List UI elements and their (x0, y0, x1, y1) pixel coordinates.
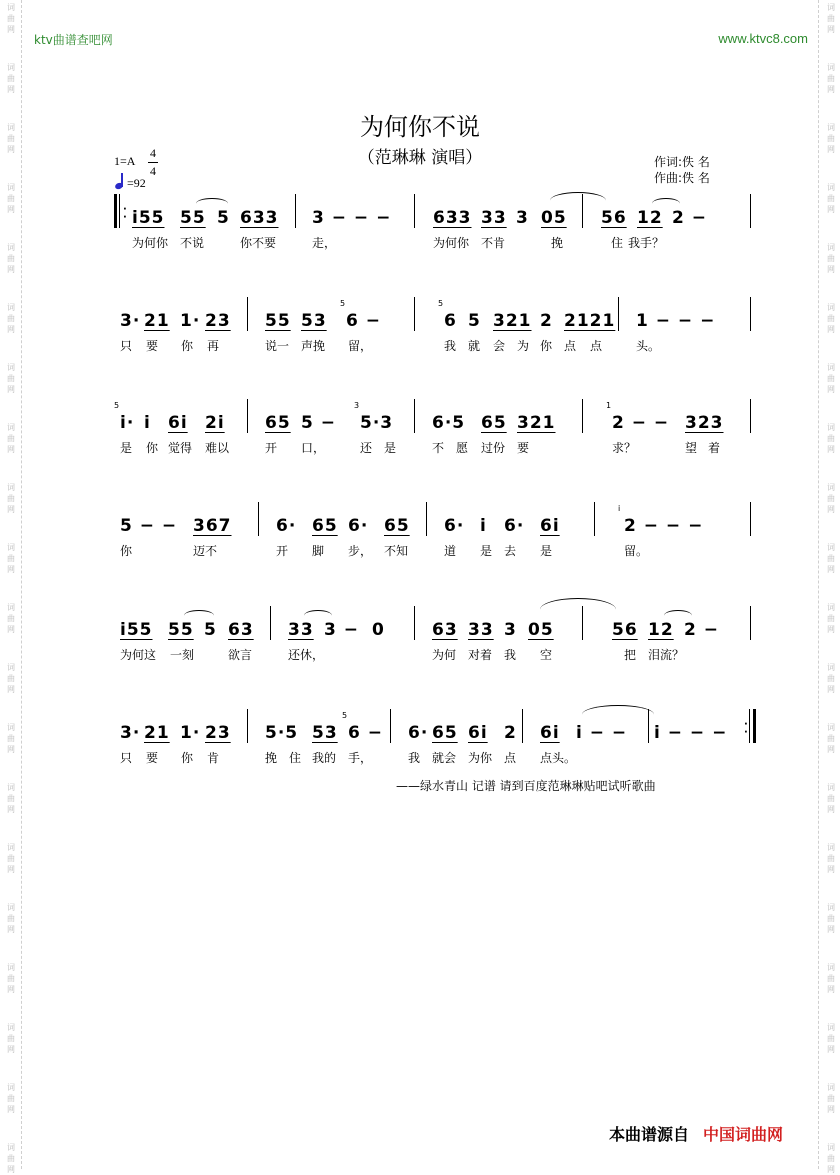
side-watermark-glyph: 网 (7, 145, 15, 154)
side-watermark-glyph: 网 (827, 1045, 835, 1054)
note-group: 6· (408, 723, 429, 743)
note-group: 6 − (348, 723, 383, 743)
side-watermark-glyph: 曲 (7, 494, 15, 503)
lyric: 是 (384, 441, 397, 455)
side-watermark-glyph: 曲 (827, 254, 835, 263)
side-watermark-glyph: 曲 (7, 1154, 15, 1163)
quarter-note-icon (115, 173, 125, 191)
side-watermark-glyph: 词 (827, 243, 835, 252)
side-watermark-glyph: 网 (827, 1165, 835, 1174)
lyric: 为何你 (132, 236, 169, 250)
note-group: 12 (637, 208, 663, 228)
note-group: 1· (180, 311, 201, 331)
note-group: 321 (517, 413, 556, 433)
lyric: 着 (708, 441, 721, 455)
lyric: 过份 (481, 441, 506, 455)
note-group: 5 − − (120, 516, 178, 536)
lyric: 空 (540, 648, 553, 662)
side-watermark-glyph: 词 (827, 783, 835, 792)
note-group: 05 (528, 620, 554, 640)
side-watermark-glyph: 曲 (827, 1094, 835, 1103)
note-group: 3 − (324, 620, 359, 640)
note-group: i55 (120, 620, 153, 640)
lyric: 脚 (312, 544, 325, 558)
lyric: 泪流？ (648, 648, 685, 662)
note-group: 5 (217, 208, 230, 228)
lyric: 不肯 (481, 236, 506, 250)
note-group: i (480, 516, 487, 536)
lyric: 我 (504, 648, 517, 662)
side-watermark-glyph: 词 (7, 963, 15, 972)
note-group: 55 (168, 620, 194, 640)
lyric: 只 (120, 339, 133, 353)
lyric: 你 (181, 751, 194, 765)
note-group: 6 − (346, 311, 381, 331)
note-group: 6i (540, 723, 560, 743)
side-watermark-glyph: 曲 (7, 1094, 15, 1103)
lyric: 我的 (312, 751, 337, 765)
side-watermark-glyph: 曲 (7, 974, 15, 983)
side-watermark-glyph: 网 (7, 1045, 15, 1054)
side-watermark-glyph: 网 (7, 505, 15, 514)
note-group: i· (120, 413, 135, 433)
side-watermark-glyph: 网 (827, 925, 835, 934)
note-group: 6· (348, 516, 369, 536)
side-watermark-glyph: 网 (827, 505, 835, 514)
side-watermark-glyph: 网 (827, 625, 835, 634)
side-watermark-glyph: 网 (827, 985, 835, 994)
side-watermark-glyph: 词 (827, 303, 835, 312)
side-watermark-glyph: 词 (7, 423, 15, 432)
note-group: 2 − − − (624, 516, 704, 536)
meter-bottom: 4 (150, 164, 156, 178)
lyric: 挽 (265, 751, 278, 765)
note-group: 65 (432, 723, 458, 743)
lyric: 望 (685, 441, 698, 455)
side-watermark-glyph: 词 (7, 723, 15, 732)
transcriber-note: ——绿水青山 记谱 请到百度范琳琳贴吧试听歌曲 (396, 779, 656, 793)
side-watermark-glyph: 曲 (7, 794, 15, 803)
note-group: 33 (288, 620, 314, 640)
note-group: 3 (516, 208, 529, 228)
composer-credit: 作曲:佚 名 (654, 171, 710, 185)
side-watermark-glyph: 词 (827, 183, 835, 192)
side-watermark-glyph: 网 (827, 145, 835, 154)
lyric: 难以 (205, 441, 230, 455)
side-watermark-glyph: 曲 (7, 554, 15, 563)
side-watermark-glyph: 词 (7, 183, 15, 192)
note-group: i − − − (654, 723, 728, 743)
note-group: 55 (180, 208, 206, 228)
header-left-site[interactable]: ktv曲谱查吧网 (34, 33, 113, 47)
lyric: 再 (207, 339, 220, 353)
side-watermark-glyph: 词 (827, 123, 835, 132)
side-watermark-glyph: 曲 (7, 134, 15, 143)
side-watermark-glyph: 曲 (7, 614, 15, 623)
note-group: 63 (432, 620, 458, 640)
side-watermark-glyph: 网 (827, 325, 835, 334)
lyric: 挽 (551, 236, 564, 250)
lyric: 迈不 (193, 544, 218, 558)
note-group: 21 (144, 723, 170, 743)
lyric: 不说 (180, 236, 205, 250)
side-watermark-glyph: 曲 (7, 194, 15, 203)
lyric: 开 (265, 441, 278, 455)
note-group: 6· (276, 516, 297, 536)
side-watermark-glyph: 网 (7, 985, 15, 994)
lyric: 只 (120, 751, 133, 765)
note-group: i (144, 413, 151, 433)
side-watermark-glyph: 曲 (827, 1034, 835, 1043)
side-watermark-glyph: 曲 (7, 1034, 15, 1043)
side-watermark-glyph: 网 (827, 385, 835, 394)
note-group: 321 (493, 311, 532, 331)
side-watermark-glyph: 词 (827, 3, 835, 12)
side-watermark-glyph: 网 (7, 205, 15, 214)
side-watermark-glyph: 曲 (7, 74, 15, 83)
side-watermark-glyph: 曲 (827, 794, 835, 803)
side-watermark-glyph: 网 (7, 805, 15, 814)
side-watermark-glyph: 曲 (7, 254, 15, 263)
lyric: 你 (146, 441, 159, 455)
side-watermark-glyph: 词 (7, 1023, 15, 1032)
note-group: 6·5 (432, 413, 466, 433)
side-watermark-glyph: 网 (7, 685, 15, 694)
side-watermark-glyph: 词 (7, 363, 15, 372)
side-watermark-glyph: 曲 (7, 374, 15, 383)
song-title: 为何你不说 (360, 113, 480, 141)
source-footer (609, 1122, 783, 1145)
side-watermark-glyph: 网 (7, 745, 15, 754)
note-group: 2121 (564, 311, 616, 331)
side-watermark-glyph: 网 (827, 805, 835, 814)
lyric: 留， (348, 339, 373, 353)
side-watermark-glyph: 词 (7, 3, 15, 12)
side-watermark-glyph: 词 (827, 1023, 835, 1032)
side-watermark-glyph: 曲 (827, 974, 835, 983)
side-watermark-glyph: 词 (7, 123, 15, 132)
side-watermark-glyph: 词 (7, 843, 15, 852)
side-watermark-glyph: 曲 (7, 734, 15, 743)
lyric: 你不要 (240, 236, 277, 250)
side-watermark-glyph: 曲 (827, 14, 835, 23)
note-group: 2 (540, 311, 553, 331)
note-group: 323 (685, 413, 724, 433)
source-brand-link[interactable]: 中国词曲网 (703, 1125, 784, 1144)
note-group: i − − (576, 723, 628, 743)
note-group: 33 (468, 620, 494, 640)
note-group: 367 (193, 516, 232, 536)
side-watermark-glyph: 词 (827, 723, 835, 732)
side-watermark-glyph: 网 (7, 865, 15, 874)
side-watermark-glyph: 词 (7, 63, 15, 72)
side-watermark-glyph: 网 (827, 685, 835, 694)
note-group: 6i (540, 516, 560, 536)
note-group: 63 (228, 620, 254, 640)
side-watermark-glyph: 词 (827, 843, 835, 852)
side-watermark-glyph: 曲 (7, 674, 15, 683)
note-group: 5 (204, 620, 217, 640)
side-watermark-glyph: 词 (7, 1083, 15, 1092)
lyric: 为何你 (433, 236, 470, 250)
side-watermark-glyph: 曲 (7, 14, 15, 23)
side-watermark-glyph: 词 (7, 483, 15, 492)
lyric: 开 (276, 544, 289, 558)
lyric: 对着 (468, 648, 493, 662)
lyric: 是 (120, 441, 133, 455)
side-watermark-glyph: 网 (827, 205, 835, 214)
side-watermark-glyph: 曲 (827, 614, 835, 623)
side-watermark-glyph: 网 (7, 565, 15, 574)
note-group: 65 (481, 413, 507, 433)
side-watermark-glyph: 词 (7, 1143, 15, 1152)
side-watermark-glyph: 网 (7, 625, 15, 634)
lyric: 欲言 (228, 648, 253, 662)
lyric: 步， (348, 544, 373, 558)
note-group: 23 (205, 723, 231, 743)
side-watermark-glyph: 曲 (827, 674, 835, 683)
side-watermark-glyph: 词 (827, 63, 835, 72)
side-watermark-glyph: 词 (827, 1083, 835, 1092)
side-watermark-glyph: 词 (827, 423, 835, 432)
lyric: 是 (540, 544, 553, 558)
lyric: 去 (504, 544, 517, 558)
side-watermark-glyph: 网 (827, 445, 835, 454)
lyric: 为 (517, 339, 530, 353)
note-group: 6 (444, 311, 457, 331)
song-performer: （范琳琳 演唱） (357, 148, 483, 168)
side-watermark-glyph: 词 (827, 963, 835, 972)
side-watermark-glyph: 曲 (7, 854, 15, 863)
lyric: 声挽 (301, 339, 326, 353)
lyric: 肯 (207, 751, 220, 765)
side-watermark-glyph: 曲 (827, 854, 835, 863)
lyric: 求？ (612, 441, 637, 455)
lyric: 要 (146, 751, 159, 765)
note-group: 21 (144, 311, 170, 331)
lyric: 我 (408, 751, 421, 765)
note-group: 5·3 (360, 413, 394, 433)
lyric: 留。 (624, 544, 649, 558)
lyric: 点头。 (540, 751, 577, 765)
note-group: 33 (481, 208, 507, 228)
note-group: 56 (612, 620, 638, 640)
side-watermark-glyph: 词 (827, 543, 835, 552)
lyric: 你 (181, 339, 194, 353)
side-watermark-glyph: 网 (7, 925, 15, 934)
note-group: 3· (120, 311, 141, 331)
note-group: 3 (504, 620, 517, 640)
side-watermark-glyph: 网 (7, 445, 15, 454)
side-watermark-glyph: 网 (827, 565, 835, 574)
lyric: 点 (590, 339, 603, 353)
lyric: 住 (289, 751, 302, 765)
lyricist-credit: 作词:佚 名 (654, 155, 710, 169)
side-watermark-glyph: 词 (827, 903, 835, 912)
side-watermark-glyph: 网 (7, 265, 15, 274)
side-watermark-glyph: 网 (827, 85, 835, 94)
lyric: 一刻 (170, 648, 195, 662)
side-watermark-glyph: 曲 (827, 74, 835, 83)
lyric: 觉得 (168, 441, 193, 455)
side-watermark-glyph: 词 (827, 363, 835, 372)
side-watermark-glyph: 曲 (827, 374, 835, 383)
side-watermark-glyph: 网 (827, 865, 835, 874)
side-watermark-glyph: 曲 (827, 554, 835, 563)
note-group: 1 − − − (636, 311, 716, 331)
lyric: 为你 (468, 751, 493, 765)
side-watermark-glyph: 词 (7, 903, 15, 912)
lyric: 把 (624, 648, 637, 662)
side-watermark-glyph: 网 (7, 1105, 15, 1114)
lyric: 就 (468, 339, 481, 353)
note-group: 6· (504, 516, 525, 536)
side-watermark-glyph: 词 (827, 603, 835, 612)
note-group: 0 (372, 620, 385, 640)
note-group: 1· (180, 723, 201, 743)
tempo-marking (115, 173, 146, 191)
side-watermark-glyph: 网 (7, 85, 15, 94)
right-watermark-strip (818, 0, 840, 1174)
lyric: 为何 (432, 648, 457, 662)
note-group: 5 (468, 311, 481, 331)
side-watermark-glyph: 词 (7, 243, 15, 252)
lyric: 住 (611, 236, 624, 250)
lyric: 点 (504, 751, 517, 765)
lyric: 我 (444, 339, 457, 353)
side-watermark-glyph: 曲 (827, 1154, 835, 1163)
side-watermark-glyph: 词 (7, 603, 15, 612)
key-signature: 1=A (114, 154, 136, 168)
lyric: 走， (312, 236, 337, 250)
note-group: 53 (301, 311, 327, 331)
note-group: 633 (240, 208, 279, 228)
side-watermark-glyph: 曲 (827, 434, 835, 443)
side-watermark-glyph: 网 (7, 25, 15, 34)
lyric: 还 (360, 441, 373, 455)
side-watermark-glyph: 曲 (827, 134, 835, 143)
side-watermark-glyph: 词 (7, 783, 15, 792)
lyric: 会 (493, 339, 506, 353)
side-watermark-glyph: 网 (7, 1165, 15, 1174)
note-group: 65 (265, 413, 291, 433)
lyric: 说一 (265, 339, 290, 353)
note-group: 5 − (301, 413, 336, 433)
side-watermark-glyph: 词 (827, 1143, 835, 1152)
lyric: 要 (517, 441, 530, 455)
tempo-value: =92 (127, 176, 146, 190)
side-watermark-glyph: 曲 (827, 314, 835, 323)
note-group: 633 (433, 208, 472, 228)
lyric: 为何这 (120, 648, 157, 662)
note-group: 3 − − − (312, 208, 392, 228)
note-group: i55 (132, 208, 165, 228)
source-label: 本曲谱源自 (609, 1125, 690, 1144)
lyric: 点 (564, 339, 577, 353)
side-watermark-glyph: 词 (7, 543, 15, 552)
lyric: 手， (348, 751, 373, 765)
lyric: 你 (540, 339, 553, 353)
side-watermark-glyph: 网 (7, 325, 15, 334)
note-group: 2 (504, 723, 517, 743)
lyric: 你 (120, 544, 133, 558)
side-watermark-glyph: 曲 (827, 734, 835, 743)
lyric: 就会 (432, 751, 457, 765)
note-group: 6i (468, 723, 488, 743)
side-watermark-glyph: 词 (827, 663, 835, 672)
note-group: 65 (384, 516, 410, 536)
side-watermark-glyph: 词 (827, 483, 835, 492)
note-group: 05 (541, 208, 567, 228)
note-group: 56 (601, 208, 627, 228)
side-watermark-glyph: 网 (827, 25, 835, 34)
side-watermark-glyph: 网 (7, 385, 15, 394)
note-group: 3· (120, 723, 141, 743)
side-watermark-glyph: 词 (7, 663, 15, 672)
lyric: 我手？ (628, 236, 665, 250)
note-group: 23 (205, 311, 231, 331)
note-group: 2 − − (612, 413, 670, 433)
lyric: 是 (480, 544, 493, 558)
meter-top: 4 (150, 146, 156, 160)
note-group: 2i (205, 413, 225, 433)
left-watermark-strip (0, 0, 22, 1174)
side-watermark-glyph: 曲 (7, 314, 15, 323)
side-watermark-glyph: 网 (827, 1105, 835, 1114)
note-group: 5·5 (265, 723, 299, 743)
side-watermark-glyph: 曲 (827, 914, 835, 923)
note-group: 2 − (672, 208, 707, 228)
note-group: 6i (168, 413, 188, 433)
note-group: 6· (444, 516, 465, 536)
lyric: 道 (444, 544, 457, 558)
side-watermark-glyph: 词 (7, 303, 15, 312)
note-group: 55 (265, 311, 291, 331)
side-watermark-glyph: 曲 (827, 194, 835, 203)
lyric: 愿 (456, 441, 469, 455)
note-group: 53 (312, 723, 338, 743)
header-right-url[interactable]: www.ktvc8.com (718, 31, 808, 46)
lyric: 不知 (384, 544, 409, 558)
note-group: 65 (312, 516, 338, 536)
side-watermark-glyph: 曲 (7, 434, 15, 443)
lyric: 要 (146, 339, 159, 353)
note-group: 12 (648, 620, 674, 640)
lyric: 不 (432, 441, 445, 455)
note-group: 2 − (684, 620, 719, 640)
side-watermark-glyph: 曲 (827, 494, 835, 503)
time-signature (146, 146, 160, 179)
side-watermark-glyph: 曲 (7, 914, 15, 923)
side-watermark-glyph: 网 (827, 265, 835, 274)
lyric: 口， (301, 441, 326, 455)
lyric: 还休， (288, 648, 325, 662)
side-watermark-glyph: 网 (827, 745, 835, 754)
lyric: 头。 (636, 339, 661, 353)
